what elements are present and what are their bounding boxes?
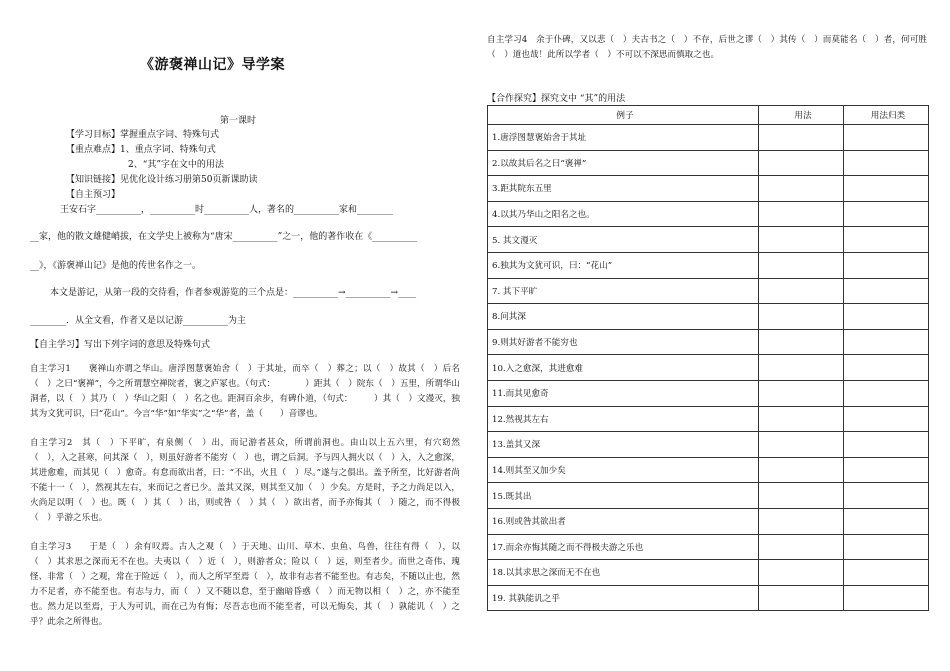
category-cell[interactable] [844,201,929,227]
example-cell: 6.独其为文犹可识，曰：“花山” [488,252,759,278]
usage-cell[interactable] [759,227,844,253]
example-cell: 1.唐浮图慧褒始舍于其址 [488,125,759,151]
category-cell[interactable] [844,150,929,176]
usage-cell[interactable] [759,508,844,534]
usage-cell[interactable] [759,457,844,483]
table-row [488,432,929,458]
table-row [488,176,929,202]
table-row [488,201,929,227]
preview-line-3: __》，《游褒禅山记》是他的传世名作之一。 [30,261,202,271]
example-cell: 19. 其孰能讥之乎 [488,585,759,611]
category-cell[interactable] [844,355,929,381]
category-cell[interactable] [844,560,929,586]
category-cell[interactable] [844,227,929,253]
header-example: 例子 [488,106,759,125]
category-cell[interactable] [844,125,929,151]
page-title: 《游褒禅山记》导学案 [140,57,285,73]
usage-cell[interactable] [759,176,844,202]
example-cell: 14.则其至又加少矣 [488,457,759,483]
lesson-label: 第一课时 [220,116,257,126]
qi-usage-table [487,105,929,611]
usage-cell[interactable] [759,355,844,381]
example-cell: 5. 其文漫灭 [488,227,759,253]
table-row [488,483,929,509]
category-cell[interactable] [844,534,929,560]
category-cell[interactable] [844,252,929,278]
usage-cell[interactable] [759,125,844,151]
table-row [488,227,929,253]
table-row [488,252,929,278]
table-row [488,457,929,483]
category-cell[interactable] [844,380,929,406]
usage-cell[interactable] [759,560,844,586]
table-row [488,278,929,304]
usage-cell[interactable] [759,585,844,611]
usage-cell[interactable] [759,432,844,458]
table-row [488,508,929,534]
header-category: 用法归类 [844,106,929,125]
table-row [488,406,929,432]
category-cell[interactable] [844,304,929,330]
table-row [488,355,929,381]
example-cell: 8.问其深 [488,304,759,330]
preview-line-4: 本文是游记，从第一段的交待看，作者参观游览的三个点是：__________→__________→____ [50,288,417,298]
category-cell[interactable] [844,508,929,534]
usage-cell[interactable] [759,252,844,278]
table-header-row [488,106,929,125]
usage-cell[interactable] [759,150,844,176]
example-cell: 13.盖其又深 [488,432,759,458]
category-cell[interactable] [844,329,929,355]
usage-cell[interactable] [759,380,844,406]
self-study-3: 自主学习3 于是（ ）余有叹焉。古人之观（ ）于天地、山川、草木、虫鱼、鸟兽，往往有得（ ），以（ ）其求思之深而无不在也。夫夷以（ ）近（ ），则游者众；险以（ ）远，则至者少。而世之奇伟、瑰怪、非常（ ）之观，常在于险远（ ），而人之所罕至焉（ ），故非有志者不能至也。有志矣，不随以止也，然力不足者，亦不能至也。有志与力，而（ ）又不随以怠，至于幽暗昏惑（ ）而无物以相（ ）之，亦不能至也。然力足以至焉，于人为可讥，而在己为有悔；尽吾志也而不能至者，可以无悔矣，其（ ）孰能讥（ ）之乎？此余之所得也。 [30,542,460,627]
table-row [488,329,929,355]
example-cell: 17.而余亦悔其随之而不得极夫游之乐也 [488,534,759,560]
preview-heading: 【自主预习】 [66,190,121,200]
usage-cell[interactable] [759,534,844,560]
example-cell: 7. 其下平旷 [488,278,759,304]
self-study-heading: 【自主学习】写出下列字词的意思及特殊句式 [30,340,211,350]
learning-goals: 【学习目标】掌握重点字词、特殊句式 [66,130,220,140]
table-row [488,380,929,406]
category-cell[interactable] [844,432,929,458]
usage-cell[interactable] [759,483,844,509]
self-study-1: 自主学习1 褒禅山亦谓之华山。唐浮图慧褒始舍（ ）于其址，而卒（ ）葬之；以（ ）故其（ ）后名（ ）之曰“褒禅”，今之所谓慧空禅院者，褒之庐冢也。（句式： ）距其（ ）院东（ ）五里，所谓华山洞者，以（ ）其乃（ ）华山之阳（ ）名之也。距洞百余步，有碑仆道，（句式： ）其（ ）文漫灭，独其为文犹可识，曰“花山”。今言“华”如“华实”之“华”者，盖（ ）音谬也。 [30,364,460,419]
example-cell: 16.则或咎其欲出者 [488,508,759,534]
table-row [488,304,929,330]
example-cell: 9.则其好游者不能穷也 [488,329,759,355]
usage-cell[interactable] [759,406,844,432]
category-cell[interactable] [844,585,929,611]
self-study-2: 自主学习2 其（ ）下平旷，有泉侧（ ）出，而记游者甚众，所谓前洞也。由山以上五六里，有穴窈然（ ），入之甚寒，问其深（ ），则虽好游者不能穷（ ）也，谓之后洞。予与四人拥火以（ ）入，入之愈深，其进愈难，而其见（ ）愈奇。有怠而欲出者，曰：“不出，火且（ ）尽。”遂与之俱出。盖予所至，比好游者尚不能十一（ ），然视其左右，来而记之者已少。盖其又深，则其至又加（ ）少矣。方是时，予之力尚足以入，火尚足以明（ ）也。既（ ）其（ ）出，则或咎（ ）其（ ）欲出者，而予亦悔其（ ）随之，而不得极（ ）乎游之乐也。 [30,438,460,523]
example-cell: 12.然视其左右 [488,406,759,432]
example-cell: 18.以其求思之深而无不在也 [488,560,759,586]
preview-line-1: 王安石字__________，__________时__________人，著名的__________家和________ [60,205,394,215]
table-row [488,560,929,586]
example-cell: 3.距其院东五里 [488,176,759,202]
key-points-2: 2、“其”字在文中的用法 [128,160,224,170]
cooperative-heading: 【合作探究】探究文中 “其”的用法 [487,94,626,104]
header-usage: 用法 [759,106,844,125]
table-row [488,125,929,151]
table-row [488,585,929,611]
self-study-4: 自主学习4 余于仆碑，又以悲（ ）夫古书之（ ）不存，后世之谬（ ）其传（ ）而莫能名（ ）者，何可胜（ ）道也哉！此所以学者（ ）不可以不深思而慎取之也。 [487,35,927,60]
key-points-1: 【重点难点】1、重点字词、特殊句式 [66,145,216,155]
category-cell[interactable] [844,406,929,432]
category-cell[interactable] [844,176,929,202]
preview-line-5: ________．从全文看，作者又是以记游__________为主 [30,316,247,326]
usage-cell[interactable] [759,304,844,330]
example-cell: 10.入之愈深，其进愈难 [488,355,759,381]
example-cell: 11.而其见愈奇 [488,380,759,406]
knowledge-link: 【知识链接】见优化设计练习册第50页新课助读 [66,175,258,185]
example-cell: 4.以其乃华山之阳名之也。 [488,201,759,227]
category-cell[interactable] [844,278,929,304]
preview-line-2: __家，他的散文雄健峭拔，在文学史上被称为“唐宋__________”之一，他的著作收在《__________ [30,232,418,242]
example-cell: 2.以故其后名之曰“褒禅” [488,150,759,176]
category-cell[interactable] [844,457,929,483]
table-row [488,534,929,560]
usage-cell[interactable] [759,329,844,355]
example-cell: 15.既其出 [488,483,759,509]
table-row [488,150,929,176]
usage-cell[interactable] [759,201,844,227]
category-cell[interactable] [844,483,929,509]
usage-cell[interactable] [759,278,844,304]
